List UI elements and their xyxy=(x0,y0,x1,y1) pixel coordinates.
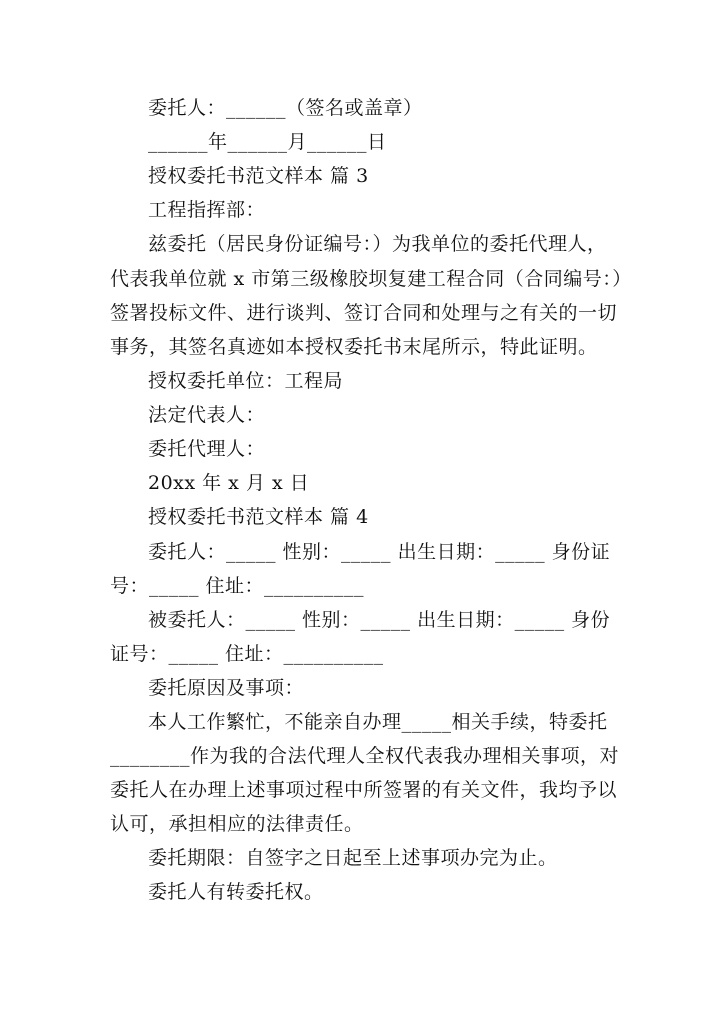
principal-info-line: 号：_____ 住址：__________ xyxy=(110,575,365,597)
paragraph-line: 委托人在办理上述事项过程中所签署的有关文件，我均予以 xyxy=(110,779,618,801)
addressee: 工程指挥部： xyxy=(148,199,266,221)
paragraph-line: 兹委托（居民身份证编号：）为我单位的委托代理人， xyxy=(148,233,607,255)
principal-info-line: 委托人：_____ 性别：_____ 出生日期：_____ 身份证 xyxy=(148,541,611,563)
authorizing-unit: 授权委托单位：工程局 xyxy=(148,370,344,392)
paragraph-line: 签署投标文件、进行谈判、签订合同和处理与之有关的一切 xyxy=(110,302,618,324)
date-line: 20xx 年 x 月 x 日 xyxy=(148,472,310,494)
paragraph-line: 事务，其签名真迹如本授权委托书末尾所示，特此证明。 xyxy=(110,336,598,358)
paragraph-line: ________作为我的合法代理人全权代表我办理相关事项，对 xyxy=(110,745,620,767)
legal-representative: 法定代表人： xyxy=(148,404,266,426)
sub-delegation-line: 委托人有转委托权。 xyxy=(148,881,324,903)
section-title-4: 授权委托书范文样本 篇 4 xyxy=(148,506,369,528)
date-blank-line: ______年______月______日 xyxy=(148,131,387,153)
reason-heading: 委托原因及事项： xyxy=(148,677,305,699)
paragraph-line: 本人工作繁忙，不能亲自办理_____相关手续，特委托 xyxy=(148,711,608,733)
paragraph-line: 代表我单位就 x 市第三级橡胶坝复建工程合同（合同编号：） xyxy=(110,268,632,290)
agent-info-line: 证号：_____ 住址：__________ xyxy=(110,643,384,665)
term-line: 委托期限：自签字之日起至上述事项办完为止。 xyxy=(148,847,558,869)
signature-line: 委托人：______（签名或盖章） xyxy=(148,97,423,119)
section-title-3: 授权委托书范文样本 篇 3 xyxy=(148,165,369,187)
agent-label: 委托代理人： xyxy=(148,438,266,460)
paragraph-line: 认可，承担相应的法律责任。 xyxy=(110,813,364,835)
agent-info-line: 被委托人：_____ 性别：_____ 出生日期：_____ 身份 xyxy=(148,609,611,631)
